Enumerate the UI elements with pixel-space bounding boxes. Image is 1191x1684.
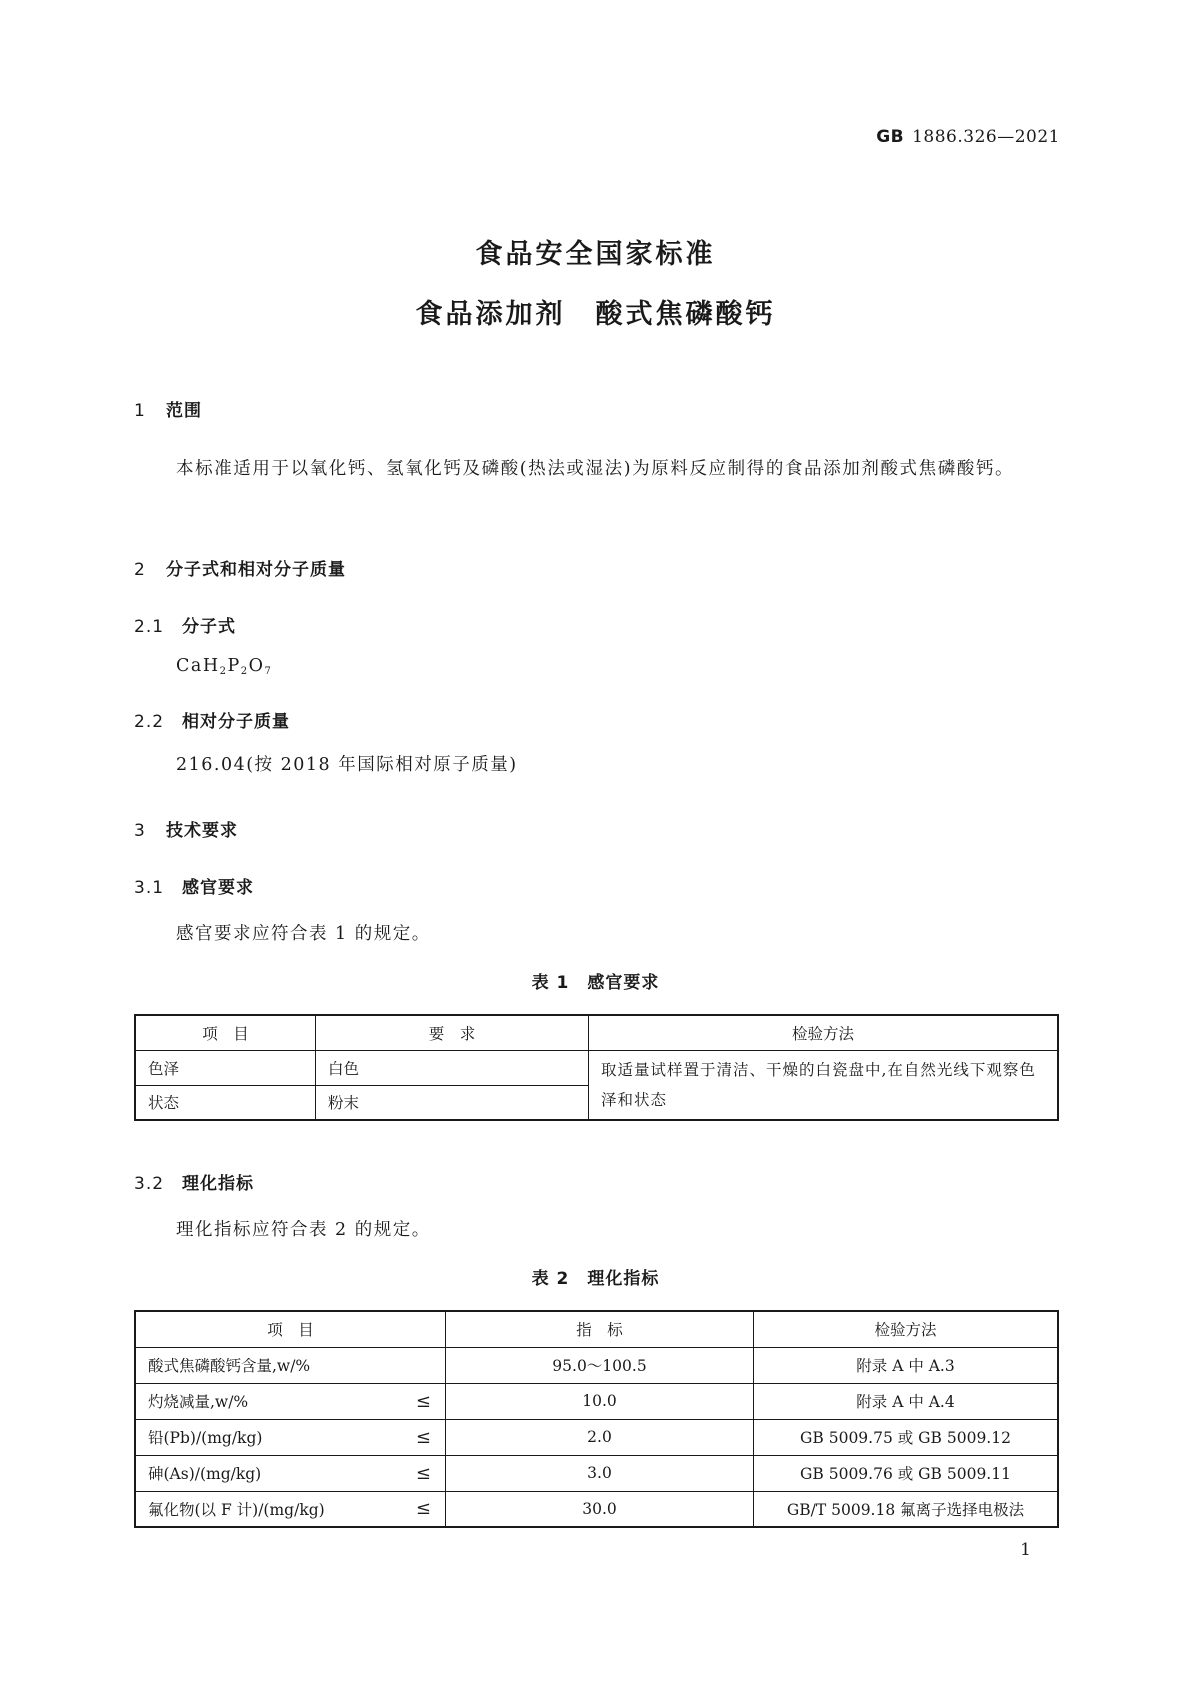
table-cell-method: 取适量试样置于清洁、干燥的白瓷盘中,在自然光线下观察色泽和状态 bbox=[589, 1050, 1059, 1120]
table-header-cell: 项 目 bbox=[135, 1311, 446, 1347]
table-cell-item: 灼烧减量,w/% bbox=[148, 1393, 249, 1411]
table-cell-method: GB 5009.75 或 GB 5009.12 bbox=[754, 1419, 1059, 1455]
table-row bbox=[135, 1347, 1058, 1383]
standard-number: 1886.326—2021 bbox=[912, 127, 1060, 147]
table-cell-item: 酸式焦磷酸钙含量,w/% bbox=[135, 1347, 446, 1383]
table-sensory-requirements bbox=[134, 1014, 1059, 1121]
table-header-cell: 要 求 bbox=[316, 1015, 589, 1050]
table-cell-value: 10.0 bbox=[446, 1383, 754, 1419]
table-physicochemical-indicators bbox=[134, 1310, 1059, 1528]
table-header-row bbox=[135, 1311, 1058, 1347]
table-2-caption: 表 2 理化指标 bbox=[531, 1269, 660, 1289]
table-cell: 粉末 bbox=[316, 1085, 589, 1120]
table-row bbox=[135, 1383, 1058, 1419]
section-3-2-text: 理化指标应符合表 2 的规定。 bbox=[176, 1220, 431, 1240]
table-cell-item: 铅(Pb)/(mg/kg) bbox=[148, 1429, 263, 1447]
section-3-2-heading: 3.2 理化指标 bbox=[134, 1174, 254, 1194]
table-cell-value: 95.0～100.5 bbox=[446, 1347, 754, 1383]
table-row bbox=[135, 1491, 1058, 1527]
molecular-formula: $CaH_2P_2O_7$ bbox=[176, 656, 273, 677]
standard-prefix: GB bbox=[876, 127, 905, 147]
table-cell-value: 3.0 bbox=[446, 1455, 754, 1491]
table-header-cell: 检验方法 bbox=[589, 1015, 1059, 1050]
table-header-row bbox=[135, 1015, 1058, 1050]
table-cell-method: 附录 A 中 A.3 bbox=[754, 1347, 1059, 1383]
table-cell-value: 30.0 bbox=[446, 1491, 754, 1527]
section-2-1-heading: 2.1 分子式 bbox=[134, 617, 236, 637]
leq-symbol: ≤ bbox=[415, 1498, 431, 1520]
table-row bbox=[135, 1050, 1058, 1085]
table-cell: 白色 bbox=[316, 1050, 589, 1085]
page-number: 1 bbox=[1020, 1540, 1031, 1560]
table-cell-method: 附录 A 中 A.4 bbox=[754, 1383, 1059, 1419]
table-cell-item: 氟化物(以 F 计)/(mg/kg) bbox=[148, 1500, 325, 1519]
table-cell-method: GB/T 5009.18 氟离子选择电极法 bbox=[754, 1491, 1059, 1527]
table-cell: 状态 bbox=[135, 1085, 316, 1120]
section-3-heading: 3 技术要求 bbox=[134, 821, 238, 841]
table-cell: 色泽 bbox=[135, 1050, 316, 1085]
section-3-1-text: 感官要求应符合表 1 的规定。 bbox=[176, 924, 431, 944]
table-cell-item: 砷(As)/(mg/kg) bbox=[148, 1465, 262, 1483]
leq-symbol: ≤ bbox=[415, 1390, 431, 1412]
section-1-heading: 1 范围 bbox=[134, 401, 202, 421]
standard-number-header bbox=[876, 127, 1060, 147]
table-cell-value: 2.0 bbox=[446, 1419, 754, 1455]
molecular-mass-text: 216.04(按 2018 年国际相对原子质量) bbox=[176, 755, 518, 775]
document-subtitle: 食品添加剂 酸式焦磷酸钙 bbox=[415, 299, 776, 330]
table-header-cell: 检验方法 bbox=[754, 1311, 1059, 1347]
section-2-heading: 2 分子式和相对分子质量 bbox=[134, 560, 346, 580]
table-header-cell: 指 标 bbox=[446, 1311, 754, 1347]
section-3-1-heading: 3.1 感官要求 bbox=[134, 878, 254, 898]
table-row bbox=[135, 1419, 1058, 1455]
table-header-cell: 项 目 bbox=[135, 1015, 316, 1050]
section-1-text: 本标准适用于以氧化钙、氢氧化钙及磷酸(热法或湿法)为原料反应制得的食品添加剂酸式焦磷酸钙。 bbox=[176, 459, 1015, 479]
leq-symbol: ≤ bbox=[415, 1462, 431, 1484]
table-cell-method: GB 5009.76 或 GB 5009.11 bbox=[754, 1455, 1059, 1491]
section-2-2-heading: 2.2 相对分子质量 bbox=[134, 712, 290, 732]
table-row bbox=[135, 1455, 1058, 1491]
table-1-caption: 表 1 感官要求 bbox=[531, 973, 660, 993]
leq-symbol: ≤ bbox=[415, 1426, 431, 1448]
document-title: 食品安全国家标准 bbox=[475, 239, 716, 270]
